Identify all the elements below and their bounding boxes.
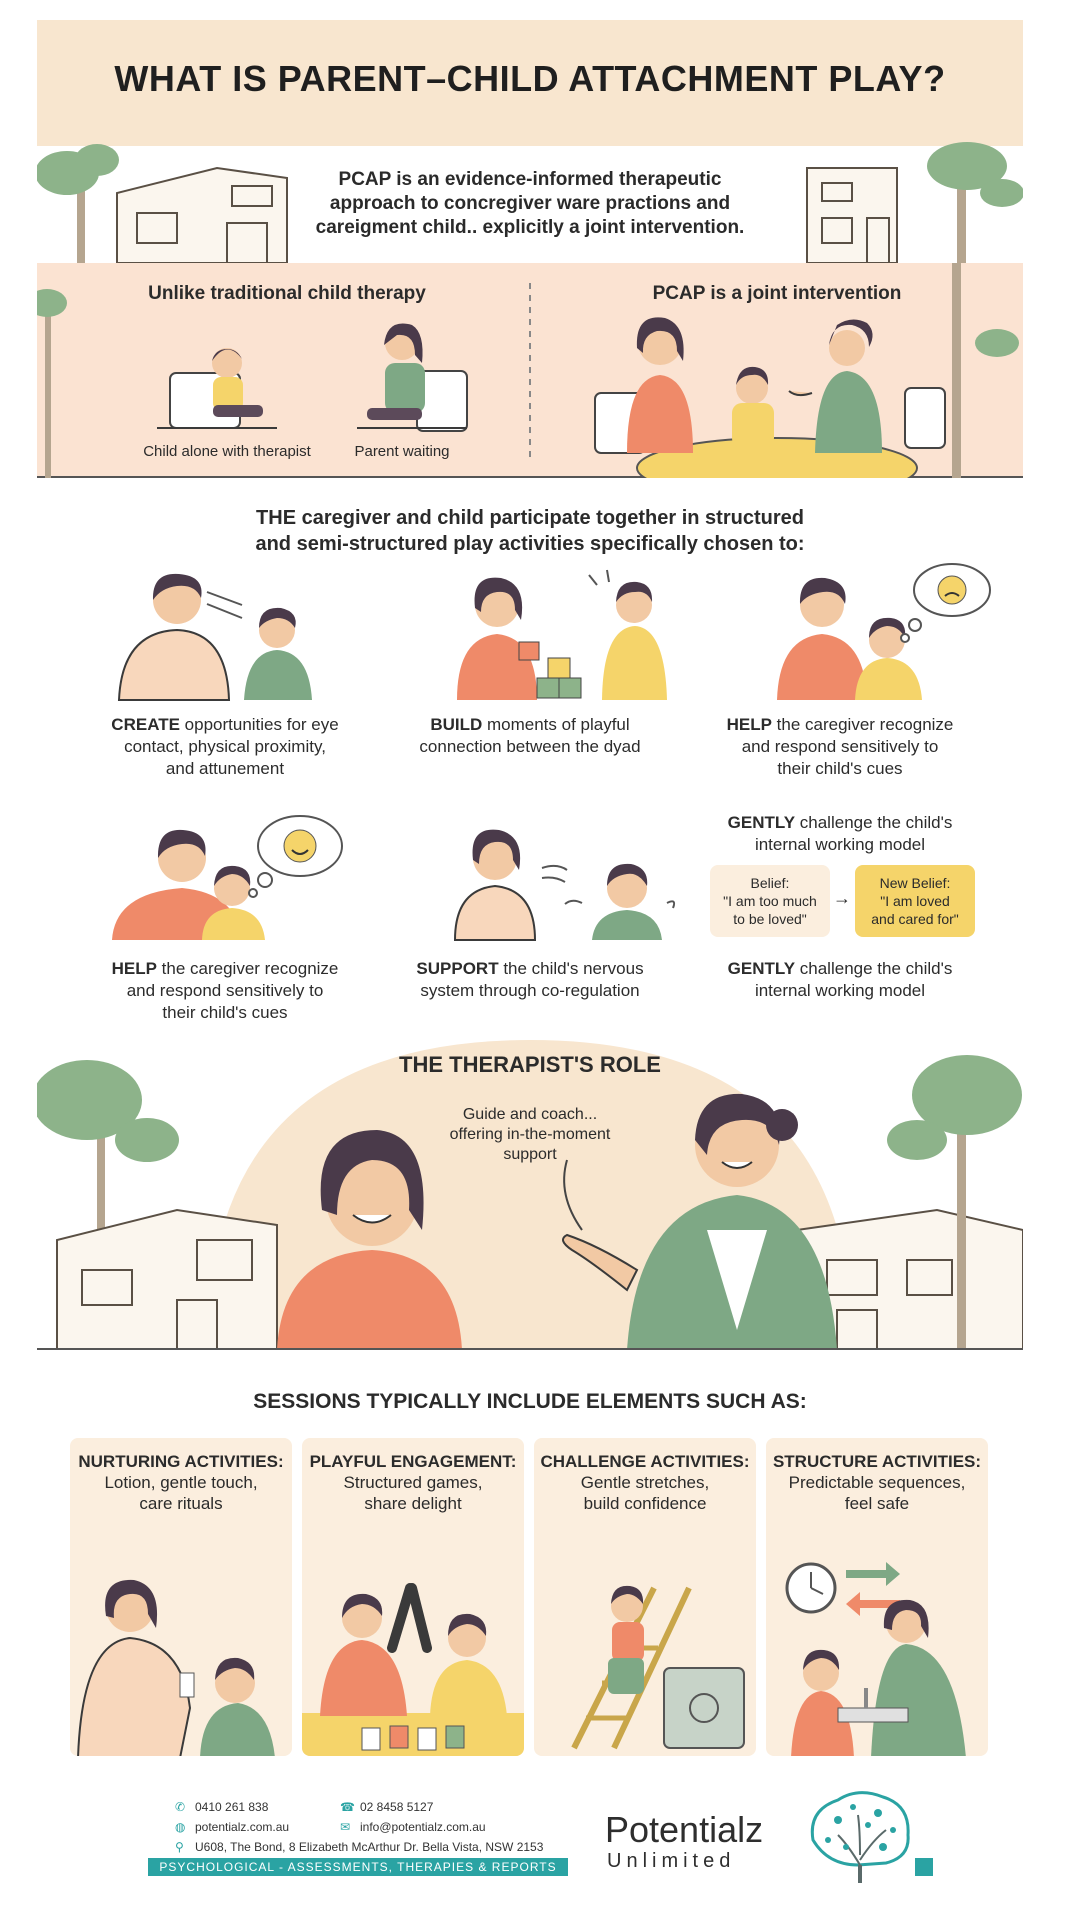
comparison-section (37, 263, 1023, 478)
new-belief-text-1: "I am loved (880, 893, 950, 909)
activity-help-1-line-2: and respond sensitively to (741, 737, 939, 756)
activity-help-2-line-3: their child's cues (162, 1003, 288, 1022)
therapist-section (37, 1030, 1023, 1350)
intro-section (37, 138, 1023, 263)
globe-icon: ◍ (175, 1820, 186, 1834)
structure-illustration (766, 1538, 988, 1756)
therapist-title: THE THERAPIST'S ROLE (399, 1052, 661, 1077)
session-card-playful (302, 1438, 524, 1756)
activities-intro (37, 505, 1023, 557)
activity-gently-bottom-keyword: GENTLY (727, 959, 796, 978)
activity-create-line-3: and attunement (165, 759, 285, 778)
comparison-left-title: Unlike traditional child therapy (148, 283, 426, 304)
brain-tree-logo-icon (798, 1785, 918, 1885)
intro-line-2: approach to concregiver ware practions and (329, 193, 731, 214)
activity-illustrations-row-2 (37, 808, 677, 968)
activity-build-line-2: connection between the dyad (419, 737, 641, 756)
footer-teal-square (915, 1858, 933, 1876)
intro-line-1: PCAP is an evidence-informed therapeutic (338, 169, 722, 190)
activity-create-keyword: CREATE (111, 715, 180, 734)
session-card-challenge (534, 1438, 756, 1756)
activity-support-keyword: SUPPORT (416, 959, 499, 978)
footer-phone (175, 1800, 268, 1814)
activity-gently-heading (705, 812, 975, 856)
mail-icon: ✉ (340, 1820, 351, 1834)
footer-email-link[interactable]: info@potentialz.com.au (360, 1820, 486, 1834)
session-challenge-title: CHALLENGE ACTIVITIES: (540, 1452, 750, 1471)
belief-arrow: → (833, 888, 851, 908)
activity-create (90, 714, 360, 780)
comparison-right-title: PCAP is a joint intervention (652, 283, 902, 304)
session-nurturing-line-2: care rituals (139, 1494, 223, 1513)
activity-gently-bottom-line-2: internal working model (754, 981, 926, 1000)
footer-email (340, 1820, 486, 1834)
intro-line-3: careigment child.. explicitly a joint intervention. (315, 217, 745, 238)
location-pin-icon: ⚲ (175, 1840, 184, 1854)
activity-help-1-line-1: the caregiver recognize (771, 715, 954, 734)
activity-help-2-line-1: the caregiver recognize (156, 959, 339, 978)
footer-phone-text[interactable]: 0410 261 838 (195, 1800, 269, 1814)
belief-text-1: "I am too much (723, 893, 817, 909)
caption-child-alone: Child alone with therapist (143, 443, 311, 460)
challenge-illustration (534, 1538, 756, 1756)
phone-icon: ✆ (175, 1800, 186, 1814)
footer-fax-text[interactable]: 02 8458 5127 (360, 1800, 434, 1814)
new-belief-label: New Belief: (879, 875, 951, 891)
activity-support (395, 958, 665, 1002)
session-challenge-line-1: Gentle stretches, (580, 1473, 710, 1492)
activity-support-line-1: the child's nervous (498, 959, 644, 978)
activities-intro-line-2: and semi-structured play activities specifically chosen to: (255, 533, 805, 555)
footer-website-link[interactable]: potentialz.com.au (195, 1820, 290, 1834)
activity-help-1-line-3: their child's cues (777, 759, 903, 778)
activity-gently-bottom-line-1: challenge the child's (795, 959, 953, 978)
brand-logo (605, 1810, 805, 1880)
therapist-illustration (37, 1030, 1023, 1350)
footer-website (175, 1820, 289, 1834)
activity-support-line-2: system through co-regulation (420, 981, 640, 1000)
session-playful-title: PLAYFUL ENGAGEMENT: (309, 1452, 517, 1471)
gently-top-line-2: internal working model (754, 835, 926, 854)
sessions-title: SESSIONS TYPICALLY INCLUDE ELEMENTS SUCH AS: (253, 1390, 807, 1413)
therapist-speech-line-1: Guide and coach... (462, 1106, 598, 1123)
playful-illustration (302, 1538, 524, 1756)
session-card-structure (766, 1438, 988, 1756)
new-belief-box (855, 865, 975, 937)
belief-box (710, 865, 830, 937)
intro-text (237, 168, 823, 240)
footer-fax (340, 1800, 433, 1814)
session-structure-title: STRUCTURE ACTIVITIES: (772, 1452, 982, 1471)
new-belief-text-2: and cared for" (871, 911, 959, 927)
activity-illustrations-row-1 (37, 560, 1023, 710)
activity-create-line-1: opportunities for eye (179, 715, 339, 734)
footer-banner: PSYCHOLOGICAL - ASSESSMENTS, THERAPIES & REPORTS (148, 1858, 568, 1876)
page-title (37, 20, 1023, 138)
therapist-speech-line-2: offering in-the-moment (449, 1126, 611, 1143)
activity-build (395, 714, 665, 758)
activities-intro-line-1: THE caregiver and child participate together in structured (256, 507, 804, 529)
activity-help-2-line-2: and respond sensitively to (126, 981, 324, 1000)
gently-top-keyword: GENTLY (727, 813, 796, 832)
activity-help-1 (705, 714, 975, 780)
brand-sub: Unlimited (607, 1850, 736, 1872)
session-nurturing-line-1: Lotion, gentle touch, (104, 1473, 258, 1492)
footer-address (175, 1840, 543, 1854)
nurturing-illustration (70, 1538, 292, 1756)
page-title-text: WHAT IS PARENT–CHILD ATTACHMENT PLAY? (114, 58, 946, 99)
fax-icon: ☎ (340, 1800, 355, 1814)
therapist-speech (430, 1105, 630, 1165)
caption-parent-waiting: Parent waiting (354, 443, 450, 460)
belief-text-2: to be loved" (733, 911, 807, 927)
activity-help-2-keyword: HELP (111, 959, 157, 978)
session-structure-line-1: Predictable sequences, (788, 1473, 966, 1492)
session-structure-line-2: feel safe (844, 1494, 910, 1513)
session-playful-line-1: Structured games, (343, 1473, 483, 1492)
activity-build-keyword: BUILD (430, 715, 483, 734)
session-card-nurturing (70, 1438, 292, 1756)
belief-label: Belief: (750, 875, 790, 891)
gently-top-line-1: challenge the child's (795, 813, 953, 832)
activity-gently-bottom (705, 958, 975, 1002)
activity-help-1-keyword: HELP (726, 715, 772, 734)
session-challenge-line-2: build confidence (583, 1494, 707, 1513)
activity-help-2 (90, 958, 360, 1024)
brand-name: Potentialz (605, 1809, 764, 1850)
activity-build-line-1: moments of playful (482, 715, 630, 734)
activity-create-line-2: contact, physical proximity, (124, 737, 326, 756)
session-playful-line-2: share delight (364, 1494, 462, 1513)
footer-address-text: U608, The Bond, 8 Elizabeth McArthur Dr. Bella Vista, NSW 2153 (195, 1840, 544, 1854)
therapist-speech-line-3: support (503, 1146, 557, 1163)
session-nurturing-title: NURTURING ACTIVITIES: (78, 1452, 284, 1471)
